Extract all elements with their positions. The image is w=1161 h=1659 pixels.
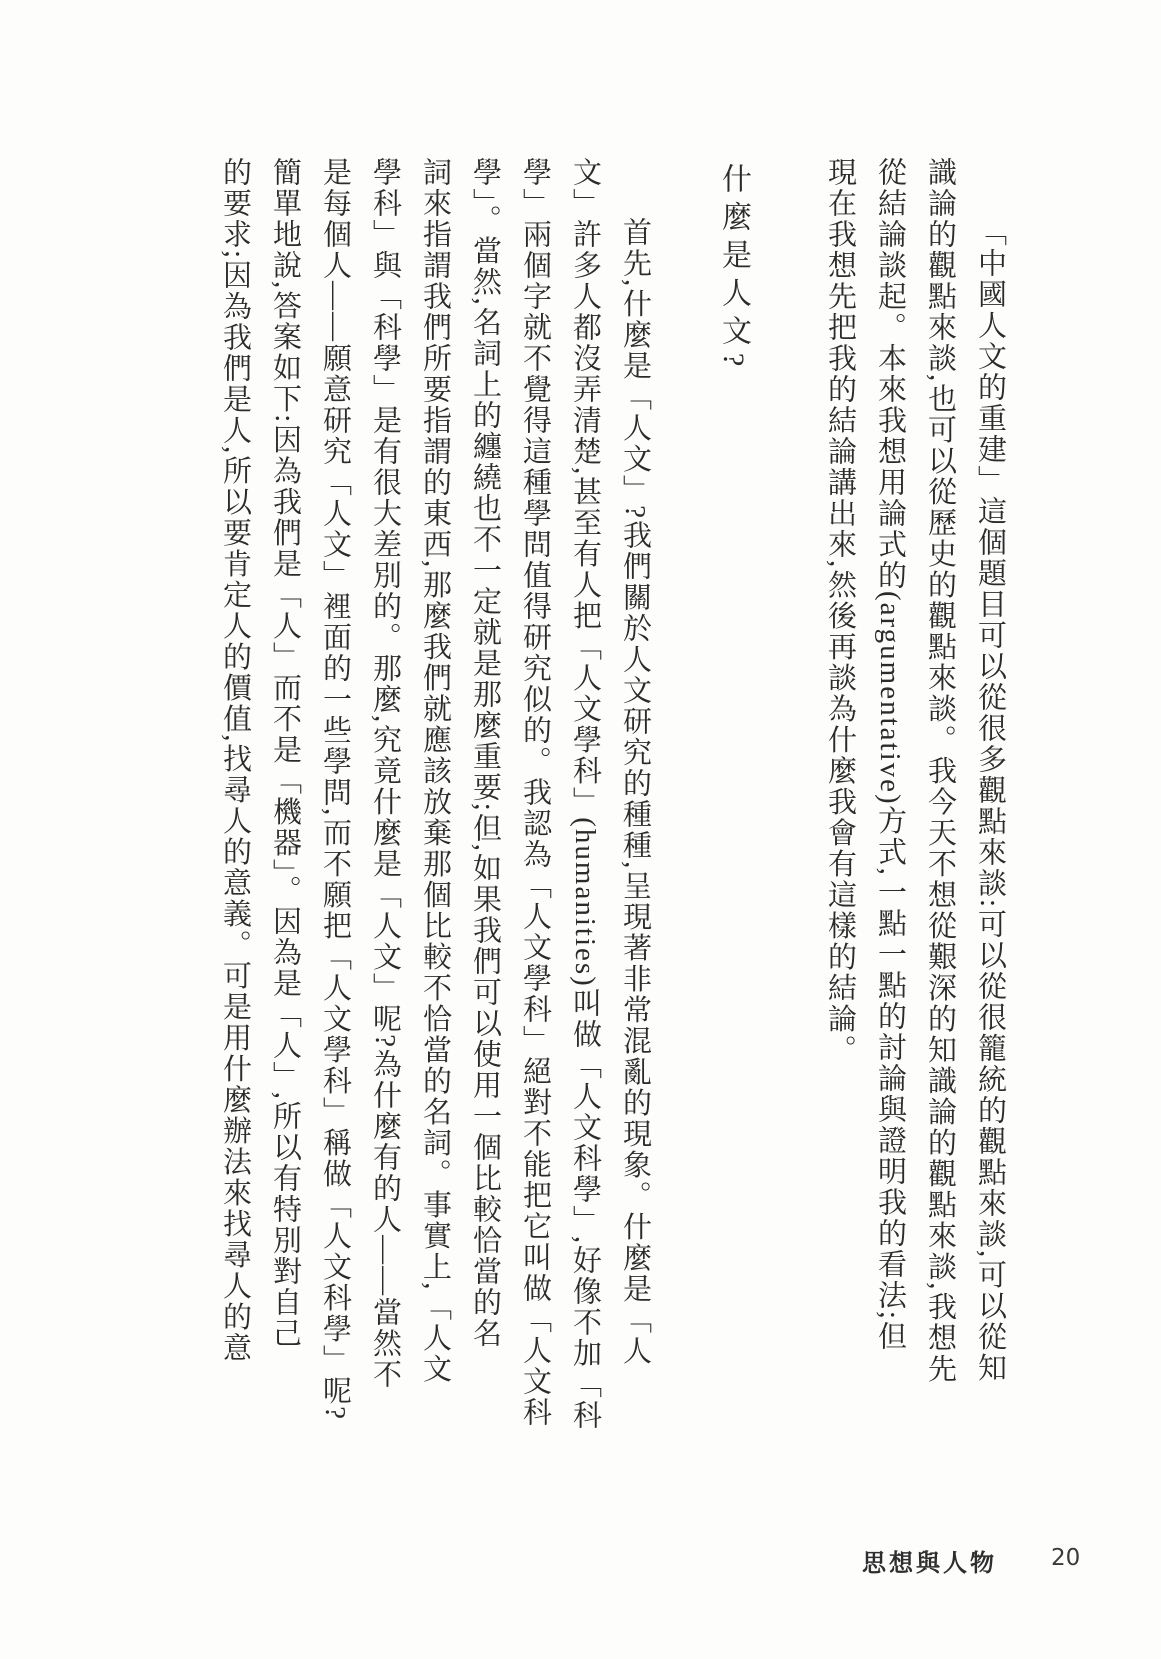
section-heading: 什麼是人文? [717,163,750,375]
paragraph2-column-9: 的要求;因為我們是人,所以要肯定人的價值,找尋人的意義。可是用什麼辦法來找尋人的意 [219,157,251,1364]
paragraph1-column-4: 現在我想先把我的結論講出來,然後再談為什麼我會有這樣的結論。 [824,157,856,1066]
paragraph2-column-7: 是每個人——願意研究「人文」裡面的一些學問,而不願把「人文學科」稱做「人文科學」呢? [319,157,351,1422]
paragraph2-column-4: 學」。當然,名詞上的纏繞也不一定就是那麼重要;但,如果我們可以使用一個比較恰當的名 [469,157,501,1350]
paragraph2-column-6: 學科」與「科學」是有很大差別的。那麼,究竟什麼是「人文」呢?為什麼有的人——當然不 [369,157,401,1391]
paragraph2-column-3: 學」兩個字就不覺得這種學問值得研究似的。我認為「人文學科」絕對不能把它叫做「人文科 [519,157,551,1428]
paragraph1-column-1: 「中國人文的重建」這個題目可以從很多觀點來談:可以從很籠統的觀點來談,可以從知 [974,217,1006,1384]
paragraph1-column-3: 從結論談起。本來我想用論式的(argumentative)方式,一點一點的討論與證明我的看法;但 [874,157,906,1352]
paragraph1-column-2: 識論的觀點來談,也可以從歷史的觀點來談。我今天不想從艱深的知識論的觀點來談,我想先 [924,157,956,1385]
footer-page-number: 20 [1051,1545,1081,1571]
footer-book-title: 思想與人物 [862,1550,997,1577]
paragraph2-column-8: 簡單地說,答案如下:因為我們是「人」而不是「機器」。因為是「人」,所以有特別對自己 [269,157,301,1350]
paragraph2-column-1: 首先,什麼是「人文」?我們關於人文研究的種種,呈現著非常混亂的現象。什麼是「人 [619,217,651,1367]
paragraph2-column-2: 文」許多人都沒弄清楚,甚至有人把「人文學科」(humanities)叫做「人文科學」,好像不加「科 [569,157,601,1432]
paragraph2-column-5: 詞來指謂我們所要指謂的東西,那麼我們就應該放棄那個比較不恰當的名詞。事實上,「人文 [419,157,451,1385]
